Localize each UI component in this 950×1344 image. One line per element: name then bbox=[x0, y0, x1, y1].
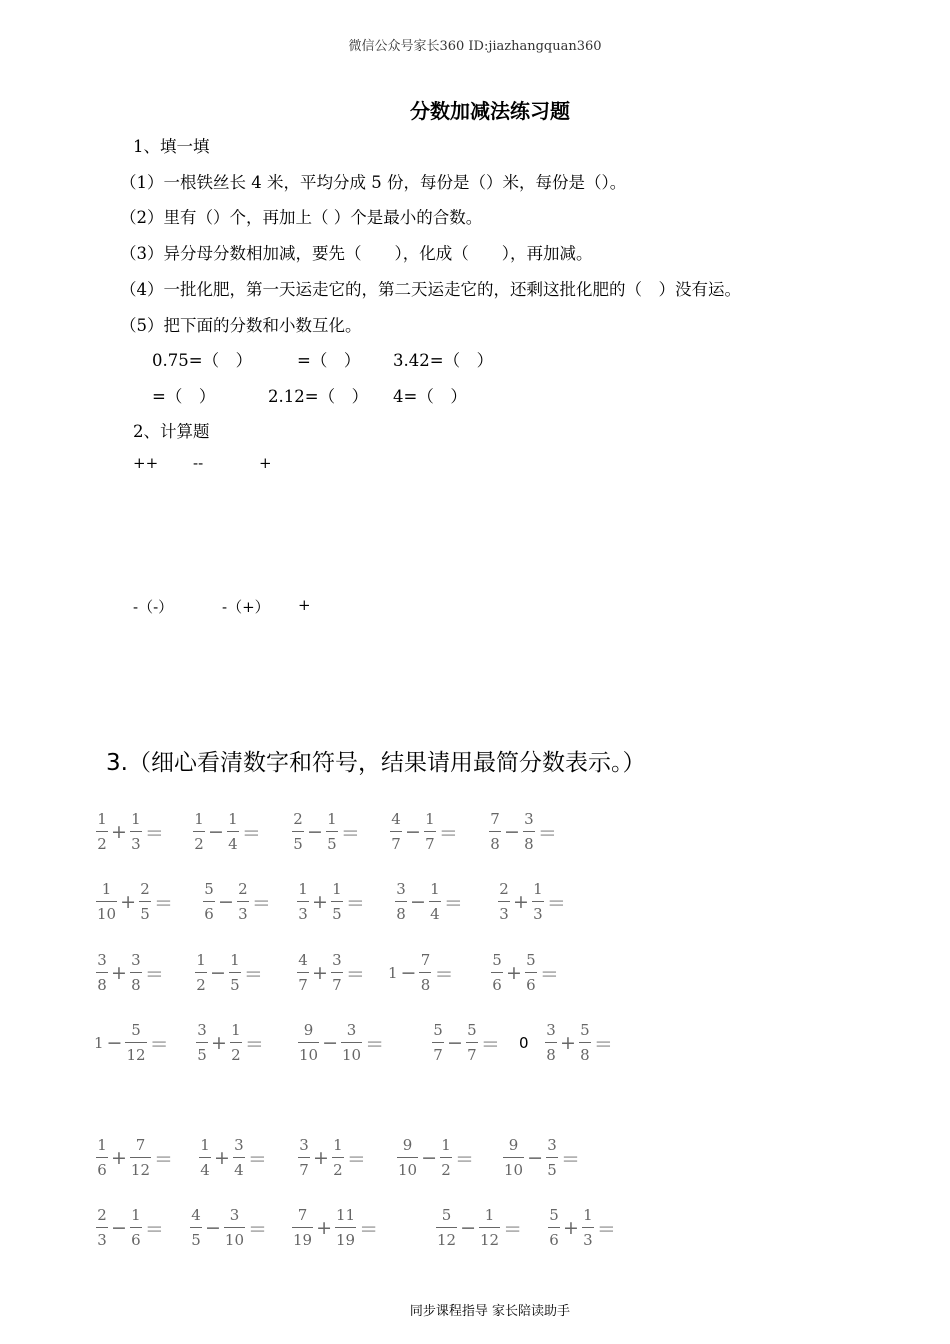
numerator: 5 bbox=[526, 951, 536, 969]
operator: + bbox=[312, 891, 328, 913]
numerator: 1 bbox=[230, 951, 240, 969]
denominator: 4 bbox=[234, 1161, 244, 1179]
numerator: 2 bbox=[238, 880, 248, 898]
operator: + bbox=[111, 1147, 127, 1169]
calc-operator: + bbox=[259, 454, 272, 472]
exercise-item bbox=[292, 812, 363, 852]
denominator: 5 bbox=[327, 835, 337, 853]
exercise-item bbox=[548, 1208, 619, 1248]
whole-number: 1 bbox=[94, 1034, 104, 1052]
conversion-item: =（ ） bbox=[152, 387, 216, 406]
operator: + bbox=[563, 1217, 579, 1239]
fraction bbox=[96, 953, 108, 993]
section-1-heading: 1、填一填 bbox=[133, 137, 210, 156]
numerator: 2 bbox=[97, 1206, 107, 1224]
operator: + bbox=[513, 891, 529, 913]
operator: + bbox=[506, 962, 522, 984]
calc-operator: -（+） bbox=[222, 598, 270, 616]
denominator: 3 bbox=[533, 905, 543, 923]
question-3: （3）异分母分数相加减，要先（ ），化成（ ），再加减。 bbox=[120, 244, 593, 263]
operator: − bbox=[322, 1032, 339, 1054]
fraction bbox=[335, 1208, 356, 1248]
question-5: （5）把下面的分数和小数互化。 bbox=[120, 316, 362, 335]
fraction bbox=[229, 953, 241, 993]
equals-sign: ＝ bbox=[247, 1148, 267, 1171]
denominator: 6 bbox=[526, 976, 536, 994]
denominator: 8 bbox=[97, 976, 107, 994]
fraction bbox=[429, 882, 441, 922]
operator: + bbox=[560, 1032, 576, 1054]
exercise-item bbox=[94, 1023, 172, 1063]
numerator: 1 bbox=[228, 810, 238, 828]
operator: + bbox=[111, 821, 127, 843]
denominator: 12 bbox=[480, 1231, 500, 1249]
denominator: 3 bbox=[238, 905, 248, 923]
numerator: 1 bbox=[101, 880, 112, 898]
denominator: 2 bbox=[196, 976, 206, 994]
fraction bbox=[419, 953, 431, 993]
equals-sign: ＝ bbox=[244, 1033, 264, 1056]
calc-operator: -- bbox=[193, 454, 204, 472]
numerator: 5 bbox=[580, 1021, 590, 1039]
numerator: 5 bbox=[204, 880, 214, 898]
denominator: 2 bbox=[97, 835, 107, 853]
fraction bbox=[193, 812, 205, 852]
numerator: 1 bbox=[425, 810, 435, 828]
equals-sign: ＝ bbox=[596, 1218, 616, 1241]
denominator: 3 bbox=[499, 905, 509, 923]
equals-sign: ＝ bbox=[503, 1218, 523, 1241]
fraction bbox=[424, 812, 436, 852]
fraction bbox=[298, 1023, 319, 1063]
exercise-item bbox=[298, 1023, 387, 1063]
numerator: 5 bbox=[492, 951, 502, 969]
fraction bbox=[196, 1023, 208, 1063]
section-3-heading: 3.（细心看清数字和符号，结果请用最简分数表示。） bbox=[106, 750, 646, 776]
denominator: 3 bbox=[583, 1231, 593, 1249]
exercise-item bbox=[297, 882, 368, 922]
denominator: 5 bbox=[332, 905, 342, 923]
fraction bbox=[395, 882, 407, 922]
exercise-item bbox=[503, 1138, 583, 1178]
denominator: 5 bbox=[140, 905, 150, 923]
numerator: 9 bbox=[508, 1136, 519, 1154]
denominator: 7 bbox=[467, 1046, 477, 1064]
fraction bbox=[548, 1208, 560, 1248]
numerator: 7 bbox=[490, 810, 500, 828]
numerator: 3 bbox=[131, 951, 141, 969]
numerator: 1 bbox=[131, 1206, 141, 1224]
fraction bbox=[579, 1023, 591, 1063]
equals-sign: ＝ bbox=[359, 1218, 379, 1241]
equals-sign: ＝ bbox=[144, 1218, 164, 1241]
exercise-item bbox=[395, 882, 466, 922]
equals-sign: ＝ bbox=[539, 963, 559, 986]
denominator: 8 bbox=[396, 905, 406, 923]
fraction bbox=[503, 1138, 524, 1178]
numerator: 1 bbox=[196, 951, 206, 969]
exercise-item bbox=[397, 1138, 477, 1178]
numerator: 2 bbox=[293, 810, 303, 828]
operator: + bbox=[111, 962, 127, 984]
operator: − bbox=[307, 821, 323, 843]
exercise-item bbox=[390, 812, 461, 852]
denominator: 7 bbox=[391, 835, 401, 853]
exercise-item bbox=[193, 812, 264, 852]
conversion-item: 3.42=（ ） bbox=[393, 351, 494, 370]
numerator: 9 bbox=[402, 1136, 413, 1154]
operator: − bbox=[210, 962, 226, 984]
numerator: 3 bbox=[197, 1021, 207, 1039]
denominator: 8 bbox=[490, 835, 500, 853]
numerator: 7 bbox=[420, 951, 431, 969]
numerator: 5 bbox=[467, 1021, 477, 1039]
fraction bbox=[224, 1208, 245, 1248]
exercise-item bbox=[96, 812, 167, 852]
fraction bbox=[195, 953, 207, 993]
denominator: 2 bbox=[441, 1161, 451, 1179]
denominator: 5 bbox=[230, 976, 240, 994]
operator: − bbox=[527, 1147, 544, 1169]
denominator: 2 bbox=[194, 835, 204, 853]
numerator: 1 bbox=[97, 810, 107, 828]
equals-sign: ＝ bbox=[443, 892, 463, 915]
exercise-item bbox=[489, 812, 560, 852]
fraction bbox=[125, 1023, 146, 1063]
numerator: 2 bbox=[140, 880, 150, 898]
page-title: 分数加减法练习题 bbox=[410, 99, 570, 123]
numerator: 7 bbox=[297, 1206, 308, 1224]
calc-operator: ++ bbox=[133, 454, 159, 472]
fraction bbox=[130, 1138, 151, 1178]
denominator: 2 bbox=[231, 1046, 241, 1064]
fraction bbox=[331, 953, 343, 993]
fraction bbox=[130, 812, 142, 852]
fraction bbox=[203, 882, 215, 922]
numerator: 3 bbox=[299, 1136, 309, 1154]
exercise-item bbox=[436, 1208, 525, 1248]
denominator: 10 bbox=[398, 1161, 418, 1179]
equals-sign: ＝ bbox=[241, 822, 261, 845]
fraction bbox=[491, 953, 503, 993]
fraction bbox=[96, 812, 108, 852]
equals-sign: ＝ bbox=[434, 963, 454, 986]
fraction bbox=[326, 812, 338, 852]
denominator: 8 bbox=[546, 1046, 556, 1064]
operator: − bbox=[421, 1147, 438, 1169]
denominator: 6 bbox=[131, 1231, 141, 1249]
numerator: 3 bbox=[396, 880, 406, 898]
fraction bbox=[190, 1208, 202, 1248]
numerator: 11 bbox=[336, 1206, 356, 1224]
numerator: 1 bbox=[583, 1206, 593, 1224]
conversion-item: 2.12=（ ） bbox=[268, 387, 369, 406]
denominator: 10 bbox=[224, 1231, 245, 1249]
exercise-item bbox=[298, 1138, 369, 1178]
numerator: 4 bbox=[391, 810, 401, 828]
numerator: 3 bbox=[97, 951, 107, 969]
equals-sign: ＝ bbox=[455, 1148, 475, 1171]
fraction bbox=[546, 1138, 558, 1178]
numerator: 4 bbox=[191, 1206, 201, 1224]
equals-sign: ＝ bbox=[546, 892, 566, 915]
fraction bbox=[332, 1138, 344, 1178]
denominator: 4 bbox=[228, 835, 238, 853]
equals-sign: ＝ bbox=[251, 892, 271, 915]
denominator: 8 bbox=[420, 976, 431, 994]
fraction bbox=[96, 1138, 108, 1178]
equals-sign: ＝ bbox=[154, 1148, 174, 1171]
numerator: 1 bbox=[194, 810, 204, 828]
fraction bbox=[532, 882, 544, 922]
fraction bbox=[233, 1138, 245, 1178]
operator: − bbox=[460, 1217, 477, 1239]
equals-sign: ＝ bbox=[144, 822, 164, 845]
equals-sign: ＝ bbox=[480, 1033, 500, 1056]
equals-sign: ＝ bbox=[345, 963, 365, 986]
numerator: 1 bbox=[332, 880, 342, 898]
fraction bbox=[440, 1138, 452, 1178]
fraction bbox=[390, 812, 402, 852]
numerator: 3 bbox=[332, 951, 342, 969]
numerator: 2 bbox=[499, 880, 509, 898]
denominator: 7 bbox=[299, 1161, 309, 1179]
numerator: 4 bbox=[298, 951, 308, 969]
fraction bbox=[230, 1023, 242, 1063]
operator: + bbox=[120, 891, 137, 913]
numerator: 1 bbox=[441, 1136, 451, 1154]
denominator: 12 bbox=[130, 1161, 151, 1179]
fraction bbox=[523, 812, 535, 852]
question-4: （4）一批化肥，第一天运走它的，第二天运走它的，还剩这批化肥的（ ）没有运。 bbox=[120, 280, 741, 299]
denominator: 10 bbox=[342, 1046, 362, 1064]
denominator: 10 bbox=[299, 1046, 319, 1064]
denominator: 7 bbox=[433, 1046, 443, 1064]
denominator: 3 bbox=[298, 905, 308, 923]
numerator: 1 bbox=[131, 810, 141, 828]
operator: − bbox=[400, 962, 417, 984]
denominator: 2 bbox=[333, 1161, 343, 1179]
denominator: 8 bbox=[524, 835, 534, 853]
denominator: 3 bbox=[131, 835, 141, 853]
operator: − bbox=[205, 1217, 221, 1239]
denominator: 8 bbox=[580, 1046, 590, 1064]
operator: − bbox=[111, 1217, 127, 1239]
numerator: 5 bbox=[441, 1206, 452, 1224]
exercise-item bbox=[96, 1208, 167, 1248]
fraction bbox=[397, 1138, 418, 1178]
operator: − bbox=[447, 1032, 463, 1054]
fraction bbox=[331, 882, 343, 922]
numerator: 5 bbox=[433, 1021, 443, 1039]
equals-sign: ＝ bbox=[346, 1148, 366, 1171]
operator: − bbox=[410, 891, 426, 913]
denominator: 7 bbox=[425, 835, 435, 853]
question-2: （2）里有（）个，再加上（ ）个是最小的合数。 bbox=[120, 208, 483, 227]
fraction bbox=[479, 1208, 500, 1248]
conversion-item: =（ ） bbox=[297, 351, 361, 370]
fraction bbox=[139, 882, 151, 922]
numerator: 3 bbox=[547, 1136, 557, 1154]
denominator: 3 bbox=[97, 1231, 107, 1249]
numerator: 7 bbox=[135, 1136, 146, 1154]
fraction bbox=[297, 953, 309, 993]
operator: + bbox=[313, 1147, 329, 1169]
numerator: 5 bbox=[549, 1206, 559, 1224]
numerator: 5 bbox=[131, 1021, 141, 1039]
denominator: 7 bbox=[298, 976, 308, 994]
equals-sign: ＝ bbox=[154, 892, 174, 915]
operator: + bbox=[211, 1032, 227, 1054]
page-header: 微信公众号家长360 ID:jiazhangquan360 bbox=[348, 39, 602, 54]
numerator: 1 bbox=[333, 1136, 343, 1154]
numerator: 3 bbox=[229, 1206, 240, 1224]
exercise-item bbox=[190, 1208, 270, 1248]
conversion-item: 4=（ ） bbox=[393, 387, 467, 406]
operator: + bbox=[312, 962, 328, 984]
fraction bbox=[227, 812, 239, 852]
operator: + bbox=[214, 1147, 230, 1169]
calc-operator: + bbox=[298, 596, 311, 614]
numerator: 1 bbox=[533, 880, 543, 898]
equals-sign: ＝ bbox=[438, 822, 458, 845]
operator: − bbox=[218, 891, 234, 913]
exercise-item bbox=[498, 882, 569, 922]
fraction bbox=[545, 1023, 557, 1063]
numerator: 9 bbox=[303, 1021, 314, 1039]
numerator: 1 bbox=[200, 1136, 210, 1154]
exercise-item bbox=[96, 953, 167, 993]
denominator: 19 bbox=[336, 1231, 356, 1249]
fraction bbox=[341, 1023, 362, 1063]
denominator: 8 bbox=[131, 976, 141, 994]
denominator: 4 bbox=[200, 1161, 210, 1179]
operator: − bbox=[106, 1032, 123, 1054]
denominator: 6 bbox=[204, 905, 214, 923]
equals-sign: ＝ bbox=[149, 1033, 169, 1056]
operator: − bbox=[405, 821, 421, 843]
numerator: 1 bbox=[97, 1136, 107, 1154]
numerator: 3 bbox=[346, 1021, 357, 1039]
denominator: 4 bbox=[430, 905, 440, 923]
denominator: 10 bbox=[97, 905, 117, 923]
equals-sign: ＝ bbox=[345, 892, 365, 915]
numerator: 3 bbox=[546, 1021, 556, 1039]
calc-operator: -（-） bbox=[133, 598, 174, 616]
whole-number: 1 bbox=[388, 964, 398, 982]
denominator: 5 bbox=[293, 835, 303, 853]
fraction bbox=[489, 812, 501, 852]
exercise-item bbox=[195, 953, 266, 993]
exercise-item bbox=[196, 1023, 267, 1063]
denominator: 12 bbox=[437, 1231, 457, 1249]
fraction bbox=[96, 882, 117, 922]
question-1: （1）一根铁丝长 4 米，平均分成 5 份，每份是（）米，每份是（）。 bbox=[120, 173, 627, 192]
exercise-item bbox=[203, 882, 274, 922]
equals-sign: ＝ bbox=[144, 963, 164, 986]
fraction bbox=[297, 882, 309, 922]
equals-sign: ＝ bbox=[365, 1033, 385, 1056]
equals-sign: ＝ bbox=[248, 1218, 268, 1241]
denominator: 6 bbox=[97, 1161, 107, 1179]
numerator: 1 bbox=[298, 880, 308, 898]
exercise-item bbox=[199, 1138, 270, 1178]
answer-text: 0 bbox=[518, 1034, 529, 1052]
fraction bbox=[298, 1138, 310, 1178]
equals-sign: ＝ bbox=[593, 1033, 613, 1056]
fraction bbox=[237, 882, 249, 922]
conversion-item: 0.75=（ ） bbox=[152, 351, 253, 370]
page-footer: 同步课程指导 家长陪读助手 bbox=[409, 1304, 571, 1319]
numerator: 3 bbox=[524, 810, 534, 828]
fraction bbox=[292, 1208, 313, 1248]
denominator: 12 bbox=[126, 1046, 146, 1064]
denominator: 7 bbox=[332, 976, 342, 994]
fraction bbox=[582, 1208, 594, 1248]
numerator: 1 bbox=[231, 1021, 241, 1039]
denominator: 5 bbox=[197, 1046, 207, 1064]
fraction bbox=[466, 1023, 478, 1063]
equals-sign: ＝ bbox=[243, 963, 263, 986]
fraction bbox=[436, 1208, 457, 1248]
operator: − bbox=[208, 821, 224, 843]
equals-sign: ＝ bbox=[340, 822, 360, 845]
exercise-item bbox=[292, 1208, 381, 1248]
operator: − bbox=[504, 821, 520, 843]
exercise-item bbox=[432, 1023, 528, 1063]
numerator: 1 bbox=[327, 810, 337, 828]
numerator: 1 bbox=[430, 880, 440, 898]
denominator: 10 bbox=[504, 1161, 524, 1179]
denominator: 5 bbox=[191, 1231, 201, 1249]
equals-sign: ＝ bbox=[561, 1148, 581, 1171]
fraction bbox=[525, 953, 537, 993]
exercise-item bbox=[545, 1023, 616, 1063]
fraction bbox=[292, 812, 304, 852]
fraction bbox=[199, 1138, 211, 1178]
exercise-item bbox=[297, 953, 368, 993]
fraction bbox=[432, 1023, 444, 1063]
exercise-item bbox=[491, 953, 562, 993]
section-2-heading: 2、计算题 bbox=[133, 422, 210, 441]
numerator: 1 bbox=[484, 1206, 495, 1224]
denominator: 6 bbox=[549, 1231, 559, 1249]
exercise-item bbox=[96, 882, 176, 922]
equals-sign: ＝ bbox=[537, 822, 557, 845]
denominator: 5 bbox=[547, 1161, 557, 1179]
fraction bbox=[498, 882, 510, 922]
numerator: 3 bbox=[234, 1136, 244, 1154]
fraction bbox=[130, 1208, 142, 1248]
exercise-item bbox=[388, 953, 456, 993]
denominator: 19 bbox=[293, 1231, 313, 1249]
exercise-item bbox=[96, 1138, 176, 1178]
fraction bbox=[96, 1208, 108, 1248]
denominator: 6 bbox=[492, 976, 502, 994]
fraction bbox=[130, 953, 142, 993]
operator: + bbox=[316, 1217, 333, 1239]
